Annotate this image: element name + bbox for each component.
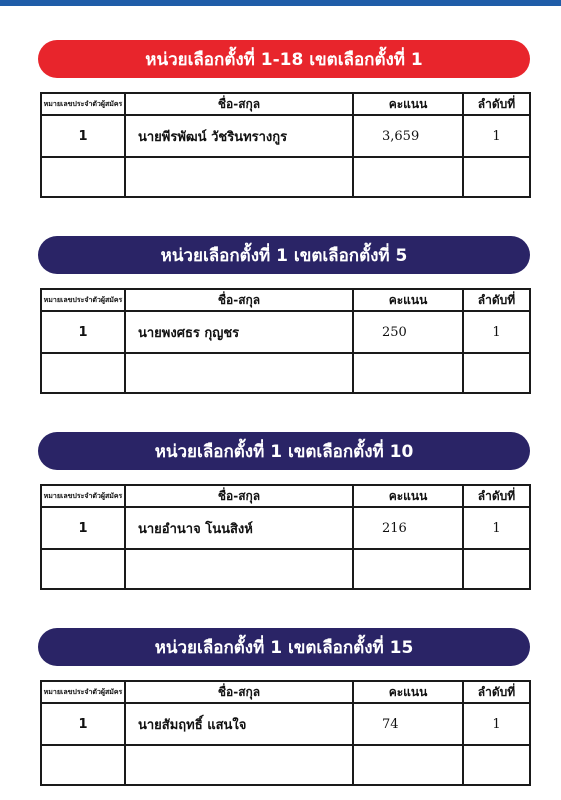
empty-cell	[125, 157, 353, 197]
candidate-rank: 1	[463, 115, 530, 157]
table-row	[41, 311, 530, 353]
empty-cell	[125, 745, 353, 785]
candidate-rank: 1	[463, 311, 530, 353]
results-table	[40, 680, 531, 786]
candidate-score: 250	[353, 311, 463, 353]
section-title-banner: หน่วยเลือกตั้งที่ 1 เขตเลือกตั้งที่ 15	[38, 628, 530, 666]
empty-cell	[353, 745, 463, 785]
empty-cell	[41, 157, 125, 197]
candidate-number: 1	[41, 507, 125, 549]
empty-cell	[353, 353, 463, 393]
candidate-name: นายพีรพัฒน์ วัชรินทรางกูร	[125, 115, 353, 157]
header-candidate-number: หมายเลขประจำตัวผู้สมัคร	[41, 93, 125, 115]
section-title-banner: หน่วยเลือกตั้งที่ 1 เขตเลือกตั้งที่ 10	[38, 432, 530, 470]
table-header-row	[41, 93, 530, 115]
empty-cell	[353, 157, 463, 197]
candidate-name: นายพงศธร กุญชร	[125, 311, 353, 353]
results-table	[40, 92, 531, 198]
results-table	[40, 288, 531, 394]
header-rank: ลำดับที่	[463, 93, 530, 115]
candidate-number: 1	[41, 703, 125, 745]
candidate-rank: 1	[463, 703, 530, 745]
header-candidate-number: หมายเลขประจำตัวผู้สมัคร	[41, 289, 125, 311]
header-candidate-number: หมายเลขประจำตัวผู้สมัคร	[41, 485, 125, 507]
table-header-row	[41, 681, 530, 703]
empty-cell	[463, 353, 530, 393]
header-score: คะแนน	[353, 485, 463, 507]
table-row-empty	[41, 549, 530, 589]
header-name: ชื่อ-สกุล	[125, 289, 353, 311]
section-title-banner: หน่วยเลือกตั้งที่ 1-18 เขตเลือกตั้งที่ 1	[38, 40, 530, 78]
empty-cell	[125, 353, 353, 393]
header-score: คะแนน	[353, 93, 463, 115]
table-row	[41, 115, 530, 157]
empty-cell	[353, 549, 463, 589]
top-accent-bar	[0, 0, 561, 6]
empty-cell	[41, 549, 125, 589]
empty-cell	[463, 745, 530, 785]
candidate-score: 216	[353, 507, 463, 549]
header-rank: ลำดับที่	[463, 681, 530, 703]
table-row	[41, 703, 530, 745]
header-name: ชื่อ-สกุล	[125, 485, 353, 507]
candidate-score: 3,659	[353, 115, 463, 157]
candidate-number: 1	[41, 311, 125, 353]
candidate-name: นายสัมฤทธิ์ แสนใจ	[125, 703, 353, 745]
table-row-empty	[41, 353, 530, 393]
header-name: ชื่อ-สกุล	[125, 681, 353, 703]
table-row-empty	[41, 157, 530, 197]
empty-cell	[463, 157, 530, 197]
table-row	[41, 507, 530, 549]
header-rank: ลำดับที่	[463, 289, 530, 311]
results-table	[40, 484, 531, 590]
header-score: คะแนน	[353, 681, 463, 703]
section-title-banner: หน่วยเลือกตั้งที่ 1 เขตเลือกตั้งที่ 5	[38, 236, 530, 274]
empty-cell	[125, 549, 353, 589]
header-candidate-number: หมายเลขประจำตัวผู้สมัคร	[41, 681, 125, 703]
empty-cell	[41, 745, 125, 785]
candidate-rank: 1	[463, 507, 530, 549]
candidate-score: 74	[353, 703, 463, 745]
empty-cell	[41, 353, 125, 393]
candidate-number: 1	[41, 115, 125, 157]
header-rank: ลำดับที่	[463, 485, 530, 507]
header-score: คะแนน	[353, 289, 463, 311]
header-name: ชื่อ-สกุล	[125, 93, 353, 115]
candidate-name: นายอำนาจ โนนสิงห์	[125, 507, 353, 549]
table-header-row	[41, 289, 530, 311]
empty-cell	[463, 549, 530, 589]
table-row-empty	[41, 745, 530, 785]
table-header-row	[41, 485, 530, 507]
